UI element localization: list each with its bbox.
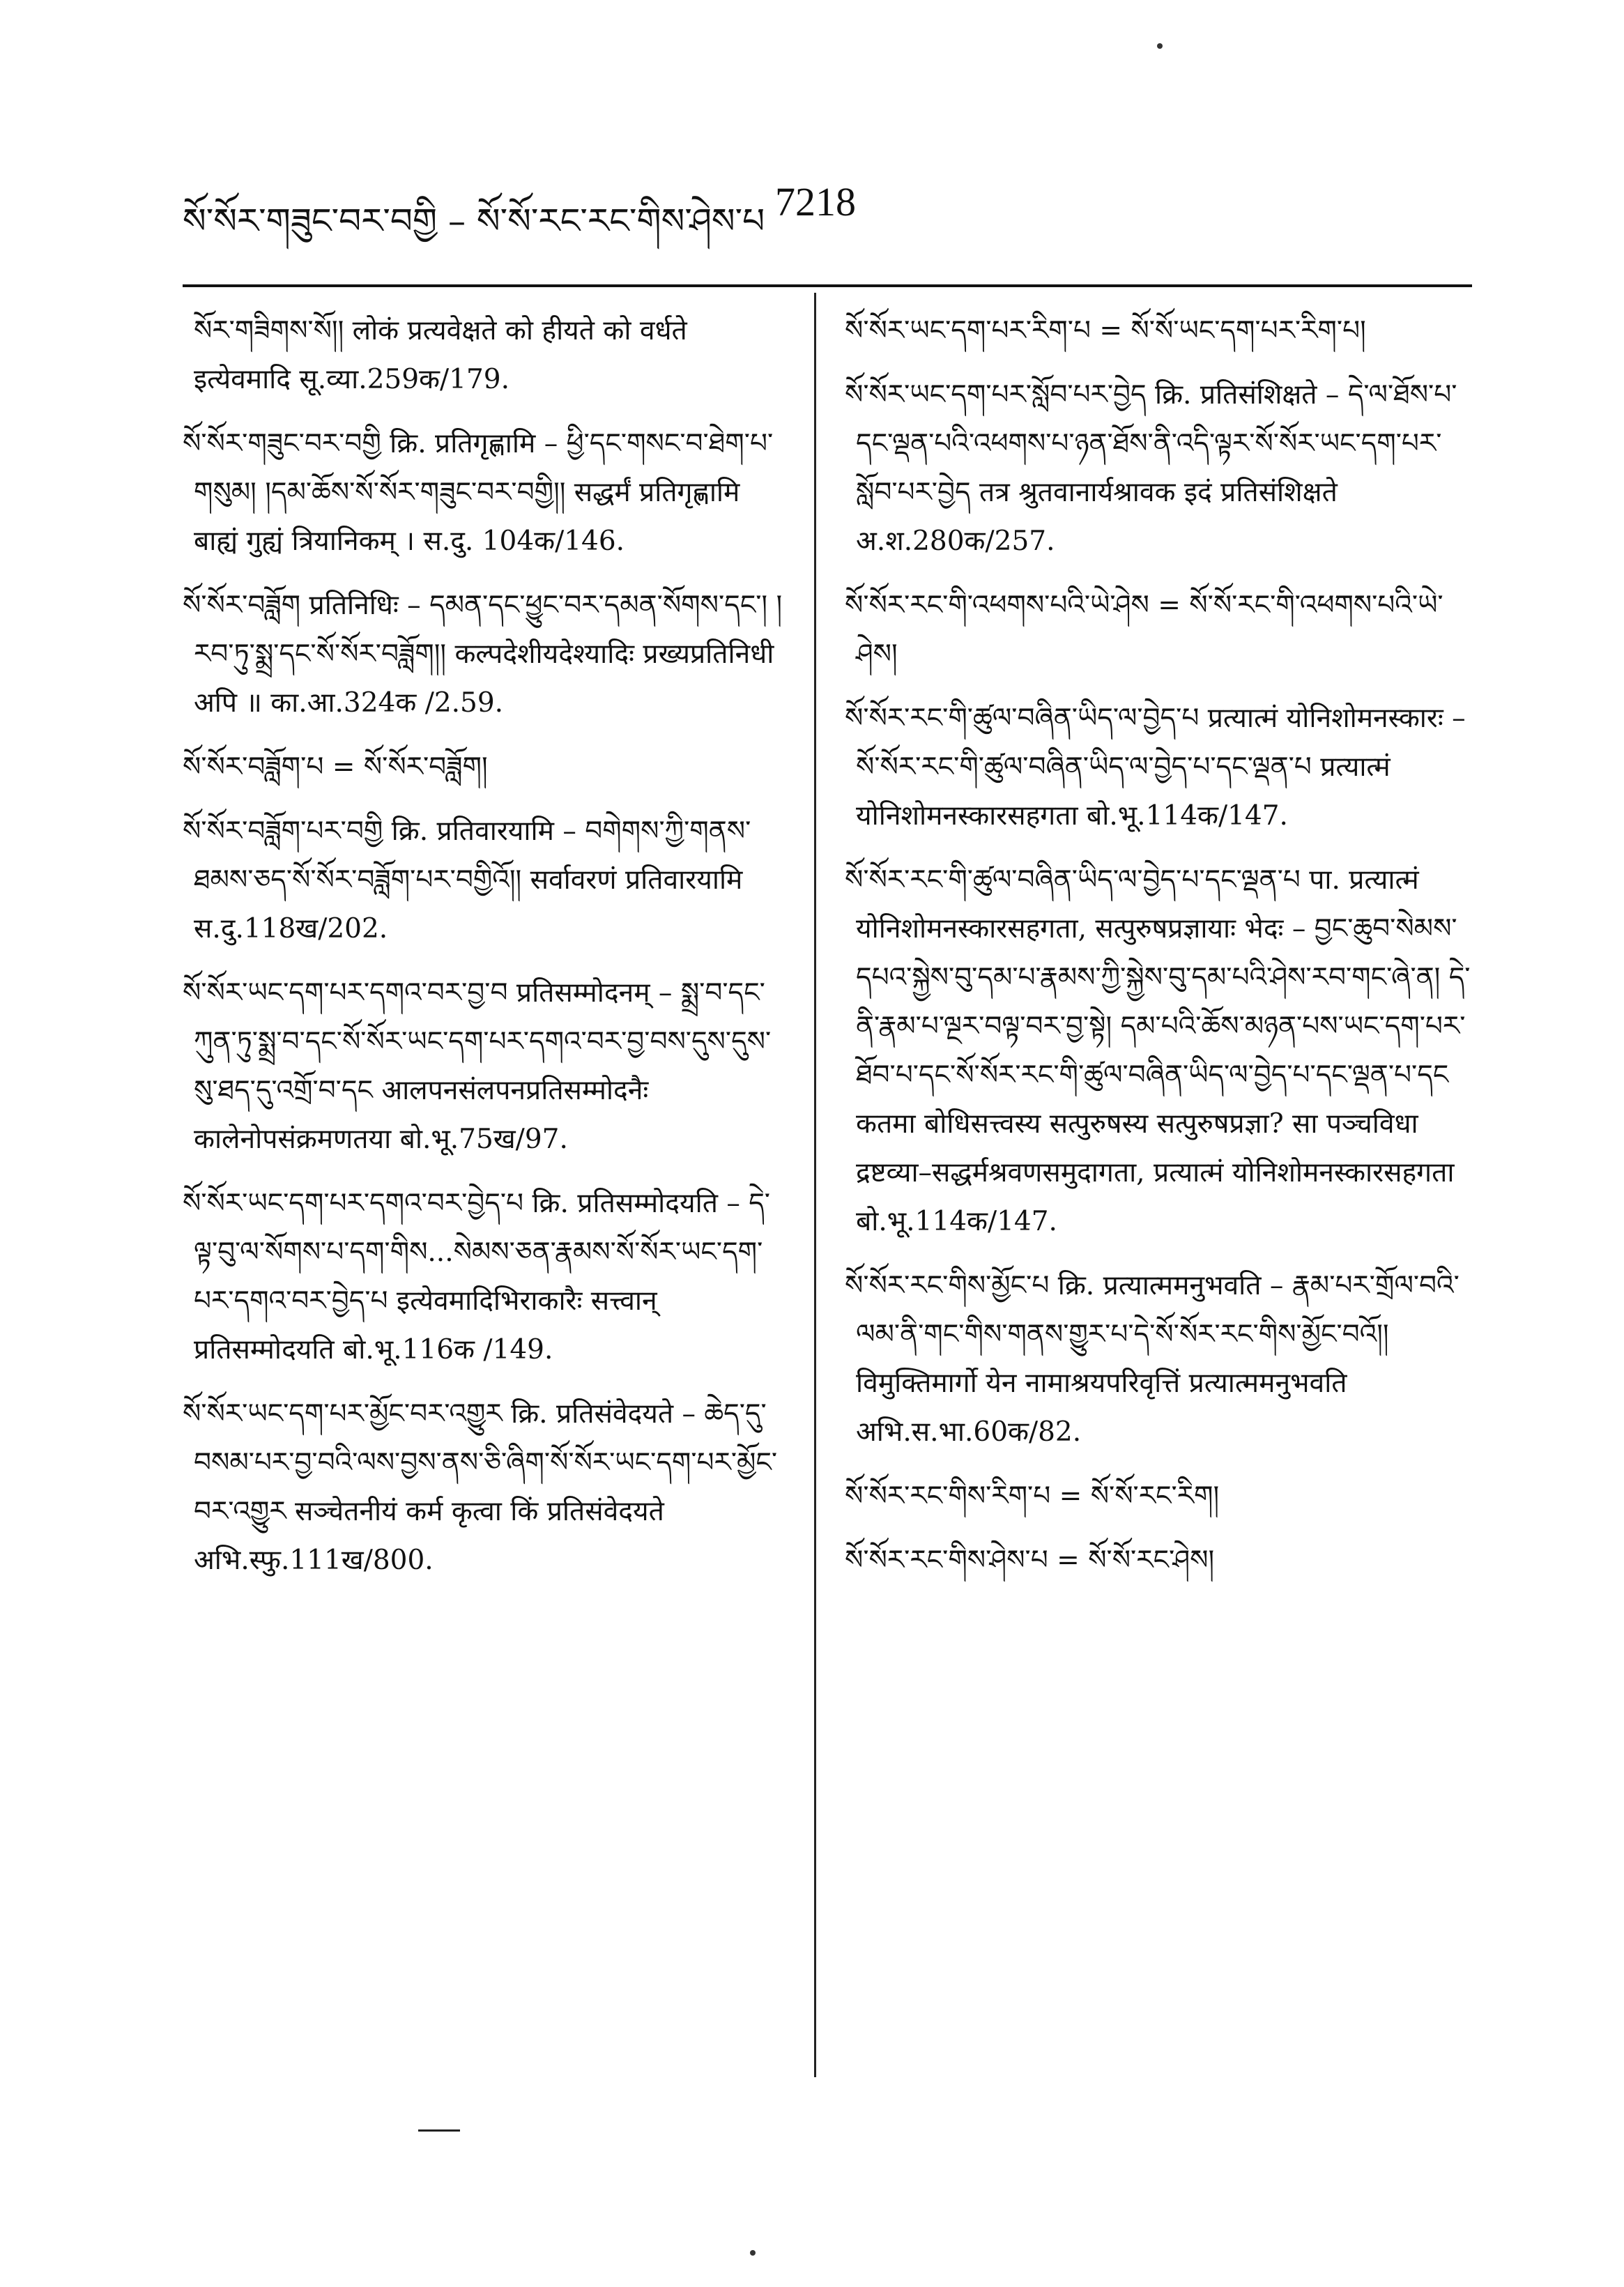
dictionary-entry: སོ་སོར་རང་གི་ཚུལ་བཞིན་ཡིད་ལ་བྱེད་པ་དང་ལྡན་པ पा. प्रत्यात्मं योनिशोमनस्कारसहगता, सत्पुरुषप्रज्ञायाः भेदः – བྱང་ཆུབ་སེམས་དཔའ་སྐྱེས་བུ་དམ་པ་རྣམས་ཀྱི་སྐྱེས་བུ་དམ་པའི་ཤེས་རབ་གང་ཞེ་ན། དེ་ནི་རྣམ་པ་ལྔར་བལྟ་བར་བྱ་སྟེ། དམ་པའི་ཆོས་མཉན་པས་ཡང་དག་པར་ཐོབ་པ་དང་སོ་སོར་རང་གི་ཚུལ་བཞིན་ཡིད་ལ་བྱེད་པ་དང་ལྡན་པ་དང कतमा बोधिसत्त्वस्य सत्पुरुषस्य सत्पुरुषप्रज्ञा? सा पञ्चविधा द्रष्टव्या–सद्धर्मश्रवणसमुदागता, प्रत्यात्मं योनिशोमनस्कारसहगता बो.भू.114क/147.: [845, 864, 1471, 1237]
dictionary-entry: སོ་སོར་རང་གིས་རིག་པ = སོ་སོ་རང་རིག།: [845, 1481, 1220, 1512]
dictionary-entry: སོ་སོར་ཡང་དག་པར་མྱོང་བར་འགྱུར क्रि. प्रतिसंवेदयते – ཆེད་དུ་བསམ་པར་བྱ་བའི་ལས་བྱས་ནས་ཅི་ཞིག་སོ་སོར་ཡང་དག་པར་མྱོང་བར་འགྱུར सञ्चेतनीयं कर्म कृत्वा किं प्रतिसंवेदयते अभि.स्फु.111ख/800.: [183, 1398, 778, 1576]
header-rule: [183, 284, 1472, 287]
column-divider: [814, 293, 816, 2077]
dictionary-entry: སོ་སོར་གཟུང་བར་བགྱི क्रि. प्रतिगृह्णामि – ཕྱི་དང་གསང་བ་ཐེག་པ་གསུམ། །དམ་ཆོས་སོ་སོར་གཟུང་བར་བགྱི།། सद्धर्मं प्रतिगृह्णामि बाह्यं गुह्यं त्रियानिकम् । स.दु. 104क/146.: [183, 428, 774, 557]
right-column: [845, 307, 1472, 1600]
footer-dash: [418, 2129, 460, 2132]
dictionary-entry: སོ་སོར་ཡང་དག་པར་སློབ་པར་བྱེད क्रि. प्रतिसंशिक्षते – དེ་ལ་ཐོས་པ་དང་ལྡན་པའི་འཕགས་པ་ཉན་ཐོས་ནི་འདི་ལྟར་སོ་སོར་ཡང་དག་པར་སློབ་པར་བྱེད तत्र श्रुतवानार्यश्रावक इदं प्रतिसंशिक्षते अ.श.280क/257.: [845, 379, 1457, 557]
scan-speck: [1157, 43, 1163, 49]
dictionary-entry: སོ་སོར་ཡང་དག་པར་དགའ་བར་བྱ་བ प्रतिसम्मोदनम् – སྨྲ་བ་དང་ཀུན་ཏུ་སྨྲ་བ་དང་སོ་སོར་ཡང་དག་པར་དགའ་བར་བྱ་བས་དུས་དུས་སུ་ཐད་དུ་འགྲོ་བ་དང आलपनसंलपनप्रतिसम्मोदनैः कालेनोपसंक्रमणतया बो.भू.75ख/97.: [183, 977, 772, 1155]
dictionary-entry: སོ་སོར་རང་གིས་མྱོང་པ क्रि. प्रत्यात्ममनुभवति – རྣམ་པར་གྲོལ་བའི་ལམ་ནི་གང་གིས་གནས་གྱུར་པ་དེ་སོ་སོར་རང་གིས་མྱོང་བའོ།། विमुक्तिमार्गो येन नामाश्रयपरिवृत्तिं प्रत्यात्ममनुभवति अभि.स.भा.60क/82.: [845, 1270, 1460, 1448]
dictionary-entry: སོ་སོར་བཟློག प्रतिनिधिः – དམན་དང་ཕྱུང་བར་དམན་སོགས་དང་། །རབ་ཏུ་སྨྲ་དང་སོ་སོར་བཟློག།། कल्पदेशीयदेश्यादिः प्रख्यप्रतिनिधी अपि ॥ का.आ.324क /2.59.: [183, 590, 783, 719]
dictionary-entry: སོ་སོར་ཡང་དག་པར་དགའ་བར་བྱེད་པ क्रि. प्रतिसम्मोदयति – དེ་ལྟ་བུ་ལ་སོགས་པ་དག་གིས...སེམས་ཅན་རྣམས་སོ་སོར་ཡང་དག་པར་དགའ་བར་བྱེད་པ इत्येवमादिभिराकारैः सत्त्वान् प्रतिसम्मोदयति बो.भू.116क /149.: [183, 1188, 770, 1366]
dictionary-entry: སོ་སོར་རང་གི་ཚུལ་བཞིན་ཡིད་ལ་བྱེད་པ प्रत्यात्मं योनिशोमनस्कारः – སོ་སོར་རང་གི་ཚུལ་བཞིན་ཡིད་ལ་བྱེད་པ་དང་ལྡན་པ प्रत्यात्मं योनिशोमनस्कारसहगता बो.भू.114क/147.: [845, 703, 1466, 832]
page-number: 7218: [775, 179, 856, 224]
scan-speck: [750, 2250, 756, 2256]
page-header: [183, 179, 1472, 245]
left-column: [183, 307, 789, 1600]
dictionary-entry: སོ་སོར་བཟློག་པ = སོ་སོར་བཟློག།: [183, 751, 488, 783]
dictionary-entry: སོར་གཟིགས་སོ།། लोकं प्रत्यवेक्षते को हीयते को वर्धते इत्येवमादि सू.व्या.259क/179.: [194, 315, 687, 395]
dictionary-entry: སོ་སོར་རང་གི་འཕགས་པའི་ཡེ་ཤེས = སོ་སོ་རང་གི་འཕགས་པའི་ཡེ་ཤེས།: [845, 590, 1443, 670]
running-head: སོ་སོར་གཟུང་བར་བགྱི – སོ་སོ་རང་རང་གིས་ཤེས་པ: [183, 201, 765, 241]
dictionary-entry: སོ་སོར་བཟློག་པར་བགྱི क्रि. प्रतिवारयामि – བགེགས་ཀྱི་གནས་ཐམས་ཅད་སོ་སོར་བཟློག་པར་བགྱིའོ།། सर्वावरणं प्रतिवारयामि स.दु.118ख/202.: [183, 816, 751, 944]
dictionary-entry: སོ་སོར་ཡང་དག་པར་རིག་པ = སོ་སོ་ཡང་དག་པར་རིག་པ།: [845, 315, 1366, 346]
dictionary-entry: སོ་སོར་རང་གིས་ཤེས་པ = སོ་སོ་རང་ཤེས།: [845, 1545, 1215, 1576]
